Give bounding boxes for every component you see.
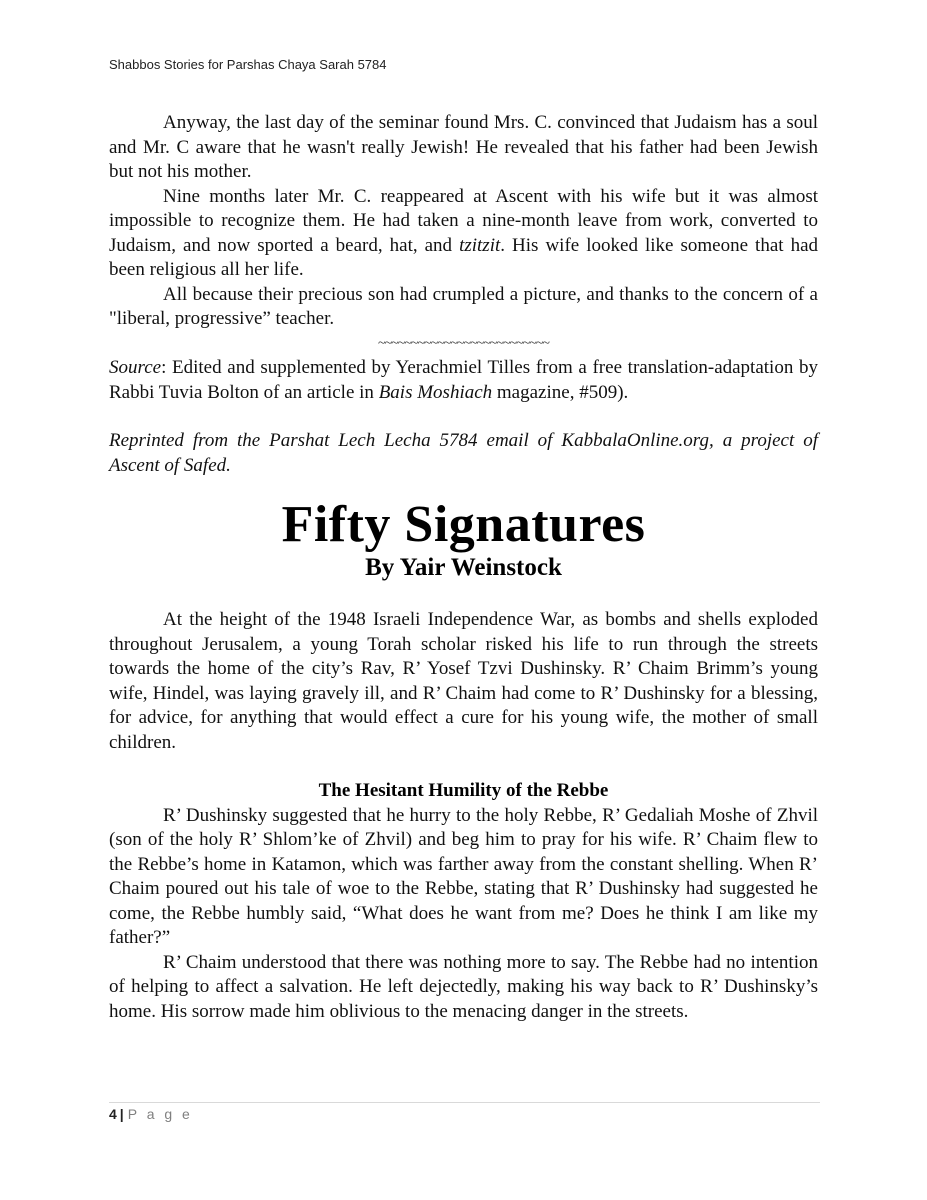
story1-p2-italic: tzitzit bbox=[459, 234, 501, 256]
story2-paragraph-1: At the height of the 1948 Israeli Independence War, as bombs and shells exploded throughout Jerusalem, a young Torah scholar risked his life to run through the streets towards the home of the city’s Rav, R’ Yosef Tzvi Dushinsky. R’ Chaim Brimm’s young wife, Hindel, was laying gravely ill, and R’ Chaim had come to R’ Dushinsky for a blessing, for advice, for anything that would effect a cure for his young wife, the mother of small children. bbox=[109, 609, 818, 753]
story1-paragraph-3: All because their precious son had crumpled a picture, and thanks to the concern of a "liberal, progressive” teacher. bbox=[109, 283, 818, 329]
source-text-b: magazine, #509). bbox=[492, 381, 629, 403]
story-byline: By Yair Weinstock bbox=[365, 554, 562, 581]
story1-p2-text-b: . His wife looked like someone that had been religious all her life. bbox=[109, 234, 818, 280]
reprint-text: Reprinted from the Parshat Lech Lecha 5784 email of KabbalaOnline.org, a project of Ascent of Safed. bbox=[109, 430, 818, 476]
spacer bbox=[109, 405, 818, 429]
footer-separator: | bbox=[119, 1106, 124, 1122]
page-label: P a g e bbox=[127, 1106, 193, 1122]
footer-divider bbox=[109, 1102, 820, 1103]
source-note bbox=[109, 356, 818, 405]
story1-paragraph-2 bbox=[109, 185, 818, 283]
reprint-note bbox=[109, 429, 818, 478]
source-label: Source bbox=[109, 357, 162, 378]
story2-paragraph-3: R’ Chaim understood that there was nothing more to say. The Rebbe had no intention of helping to affect a salvation. He left dejectedly, making his way back to R’ Dushinsky’s home. His sorrow made him oblivious to the menacing danger in the streets. bbox=[109, 951, 818, 1022]
story2-paragraph-2: R’ Dushinsky suggested that he hurry to the holy Rebbe, R’ Gedaliah Moshe of Zhvil (son of the holy R’ Shlom’ke of Zhvil) and beg him to pray for his wife. R’ Chaim flew to the Rebbe’s home in Katamon, which was farther away from the constant shelling. When R’ Chaim poured out his tale of woe to the Rebbe, stating that R’ Dushinsky had suggested he come, the Rebbe humbly said, “What does he want from me? Does he think I am like my father?” bbox=[109, 804, 818, 948]
page-number: 4 bbox=[109, 1106, 117, 1122]
source-magazine: Bais Moshiach bbox=[378, 381, 493, 403]
spacer bbox=[109, 755, 818, 779]
story-title: Fifty Signatures bbox=[281, 496, 646, 553]
source-text-a: : Edited and supplemented by Yerachmiel Tilles from a free translation-adaptation by Rabbi Tuvia Bolton of an article in bbox=[109, 357, 818, 403]
page-footer bbox=[109, 1106, 193, 1122]
tilde-separator: ~~~~~~~~~~~~~~~~~~~~~~~~~~ bbox=[378, 335, 549, 351]
section-subheading: The Hesitant Humility of the Rebbe bbox=[318, 780, 609, 801]
page-body bbox=[109, 111, 818, 1024]
story1-paragraph-1: Anyway, the last day of the seminar found Mrs. C. convinced that Judaism has a soul and Mr. C aware that he wasn't really Jewish! He revealed that his father had been Jewish but not his mother. bbox=[109, 112, 818, 182]
story1-p2-text-a: Nine months later Mr. C. reappeared at Ascent with his wife but it was almost impossible to recognize them. He had taken a nine-month leave from work, converted to Judaism, and now sported a beard, hat, and bbox=[109, 185, 818, 256]
running-header: Shabbos Stories for Parshas Chaya Sarah 5784 bbox=[109, 57, 387, 72]
